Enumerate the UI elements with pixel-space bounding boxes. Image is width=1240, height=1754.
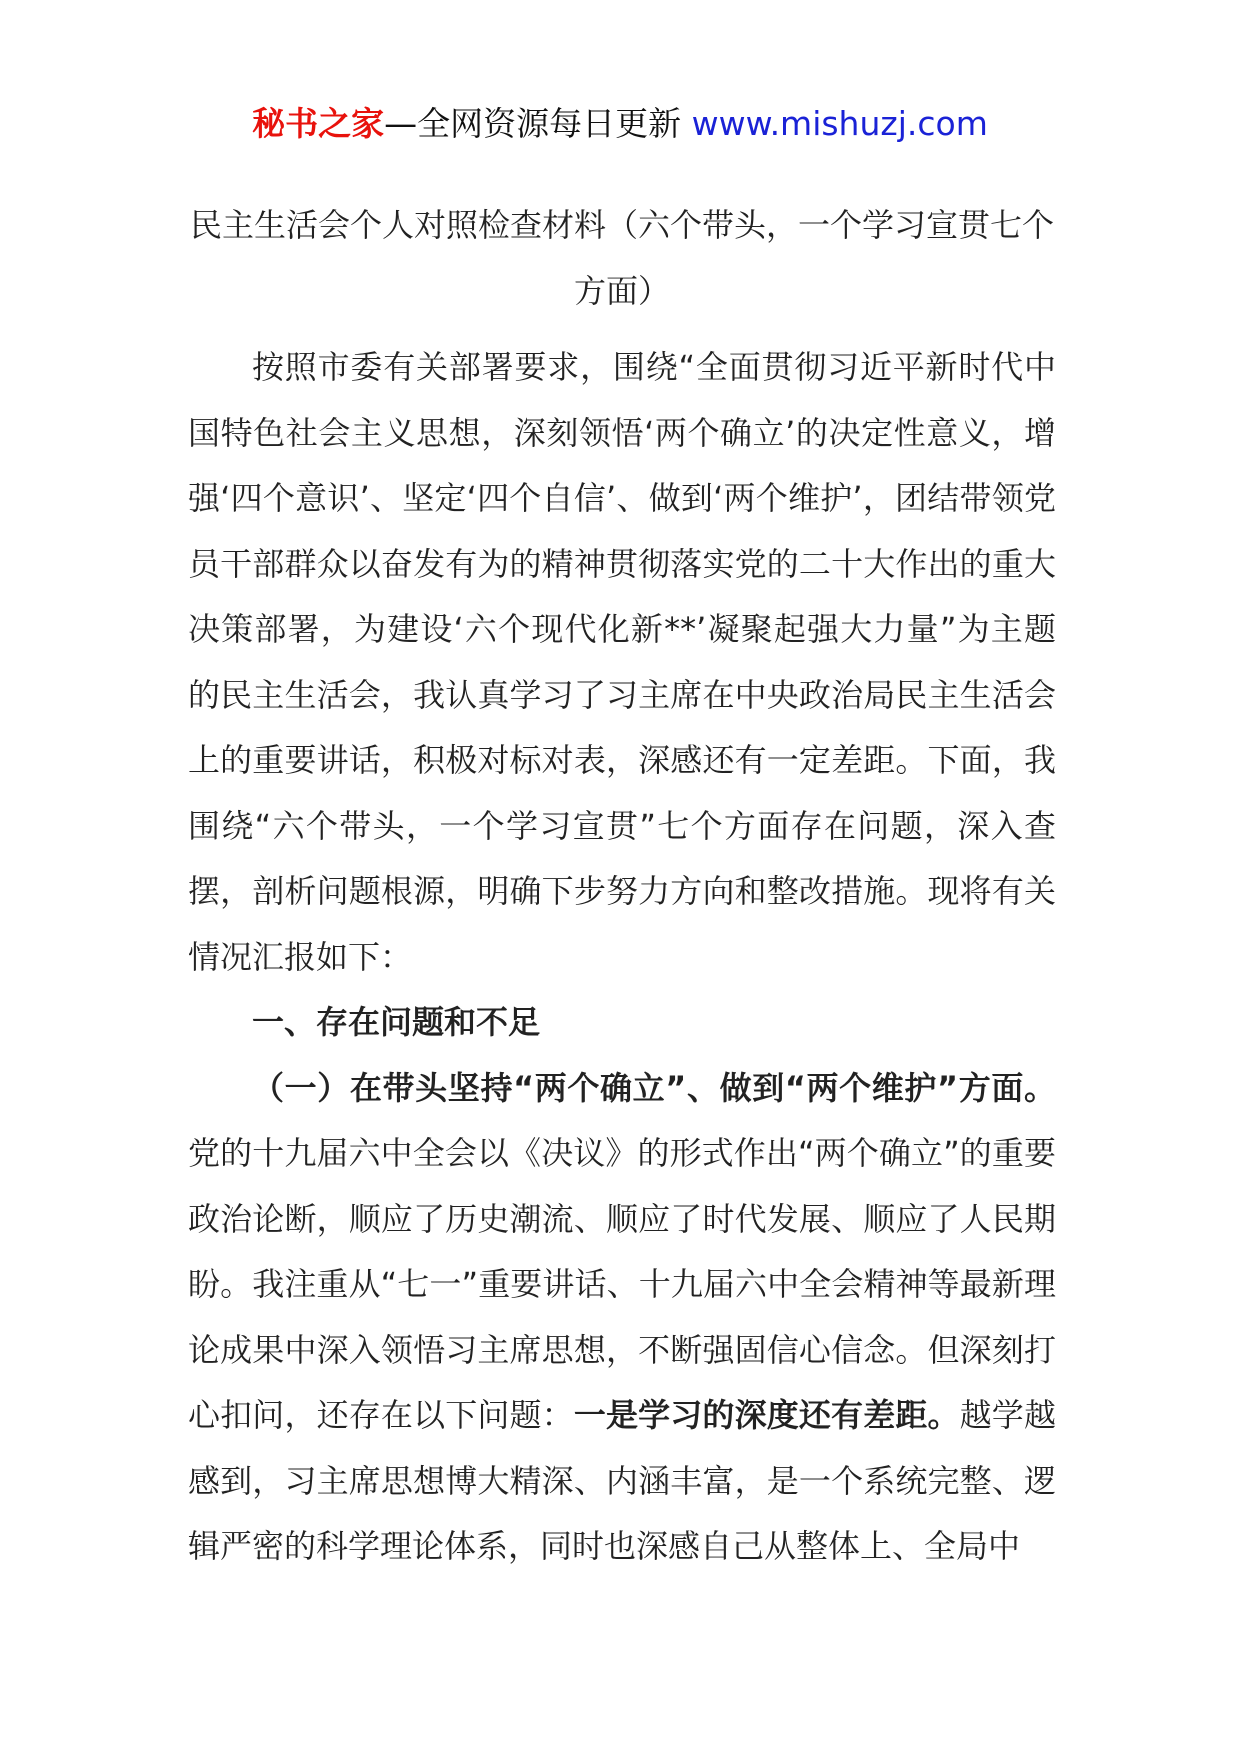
subsection-text: 党的十九届六中全会以《决议》的形式作出“两个确立”的重要政治论断，顺应了历史潮流、顺应了时代发展、顺应了人民期盼。我注重从“七一”重要讲话、十九届六中全会精神等最新理论成果中深入领悟习主席思想，不断强固信心信念。但深刻打心扣问，还存在以下问题： xyxy=(188,1134,1056,1434)
document-body xyxy=(188,335,1056,1580)
point-text: 越学越感到，习主席思想博大精深、内涵丰富，是一个系统完整、逻辑严密的科学理论体系，同时也深感自己从整体上、全局中 xyxy=(188,1396,1056,1565)
document-title: 民主生活会个人对照检查材料（六个带头，一个学习宣贯七个方面） xyxy=(189,206,1054,310)
subsection-paragraph xyxy=(188,1056,1056,1580)
site-banner xyxy=(0,100,1240,148)
section-heading: 一、存在问题和不足 xyxy=(252,1003,541,1041)
site-url[interactable]: www.mishuzj.com xyxy=(691,104,988,143)
subsection-heading: （一）在带头坚持“两个确立”、做到“两个维护”方面。 xyxy=(252,1068,1056,1107)
banner-slogan: —全网资源每日更新 xyxy=(384,104,692,143)
brand-name: 秘书之家 xyxy=(252,104,385,143)
intro-paragraph: 按照市委有关部署要求，围绕“全面贯彻习近平新时代中国特色社会主义思想，深刻领悟‘两个确立’的决定性意义，增强‘四个意识’、坚定‘四个自信’、做到‘两个维护’，团结带领党员干部群众以奋发有为的精神贯彻落实党的二十大作出的重大决策部署，为建设‘六个现代化新**’凝聚起强大力量”为主题的民主生活会，我认真学习了习主席在中央政治局民主生活会上的重要讲话，积极对标对表，深感还有一定差距。下面，我围绕“六个带头，一个学习宣贯”七个方面存在问题，深入查摆，剖析问题根源，明确下步努力方向和整改措施。现将有关情况汇报如下： xyxy=(188,348,1056,976)
point-heading: 一是学习的深度还有差距。 xyxy=(573,1396,960,1434)
